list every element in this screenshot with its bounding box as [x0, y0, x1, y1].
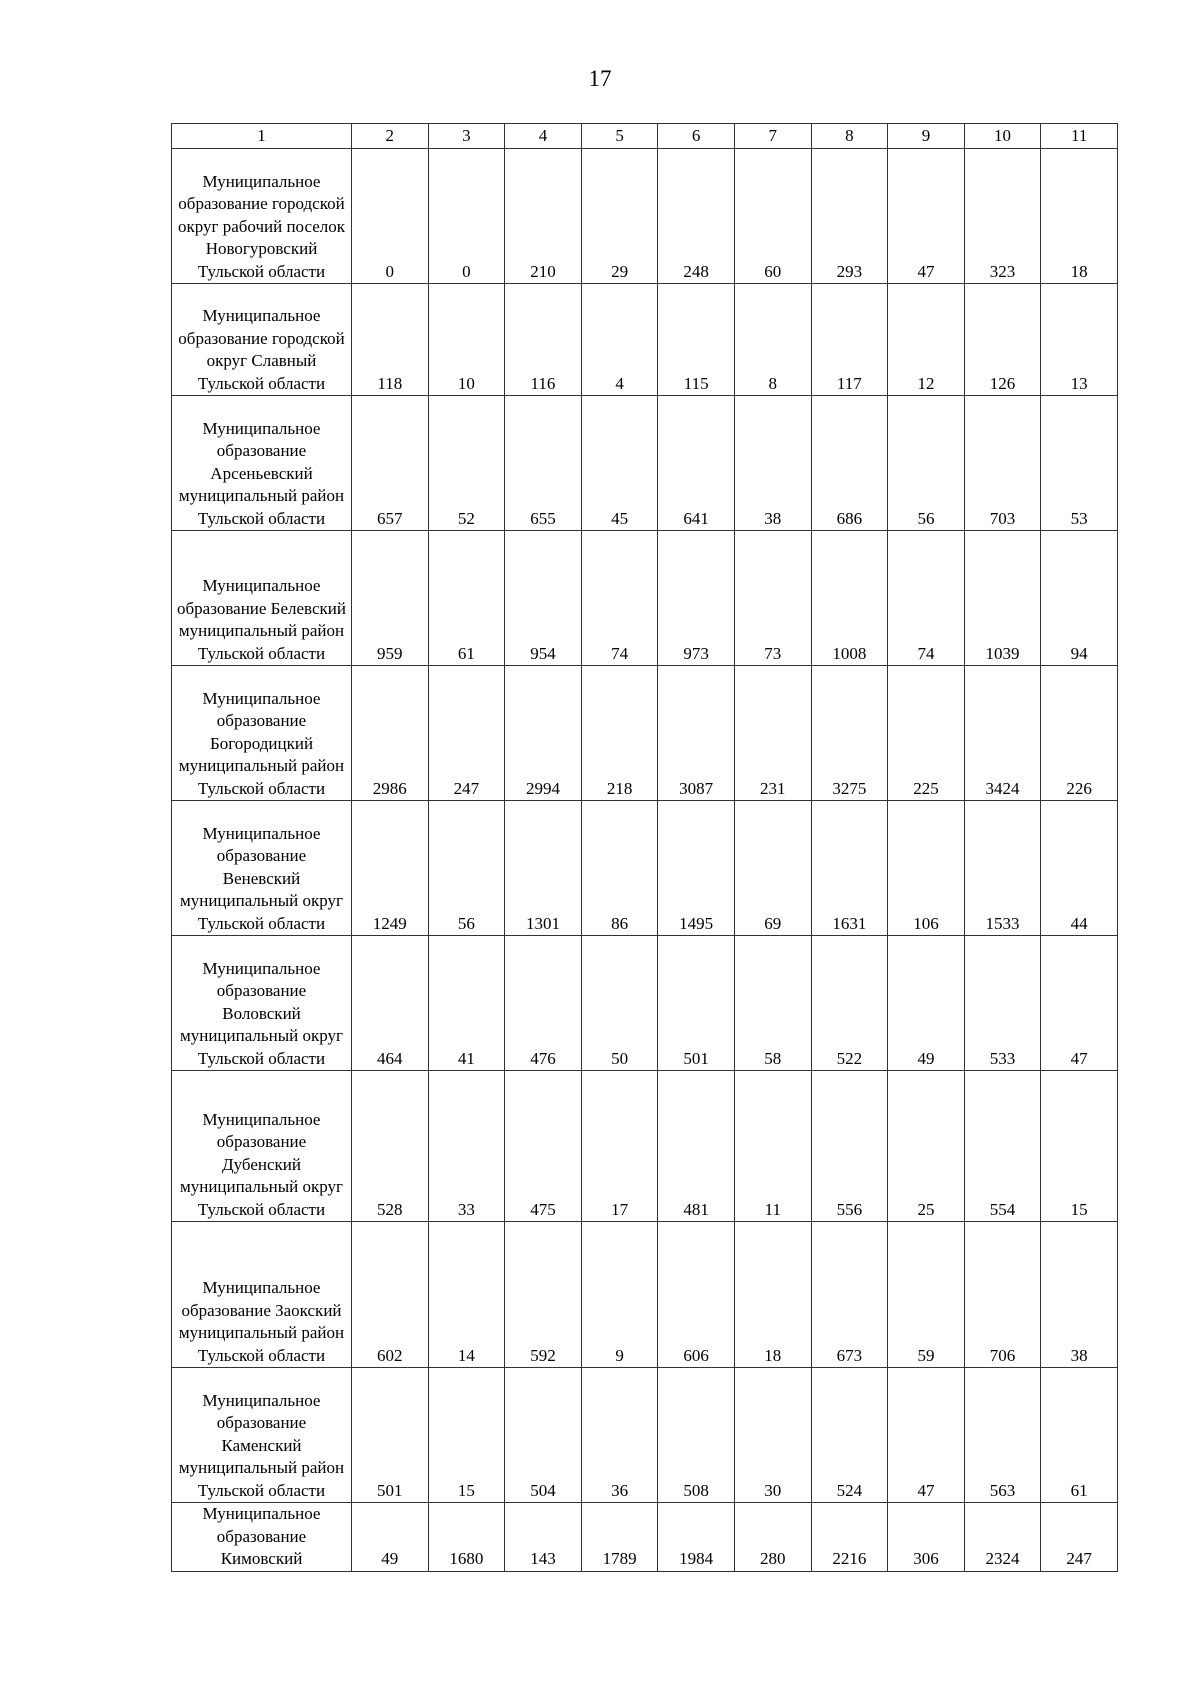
column-header: 8 — [811, 124, 888, 149]
value-cell: 12 — [888, 284, 965, 396]
value-cell: 17 — [581, 1071, 658, 1222]
value-cell: 2986 — [352, 666, 429, 801]
value-cell: 69 — [734, 801, 811, 936]
value-cell: 126 — [964, 284, 1041, 396]
value-cell: 50 — [581, 936, 658, 1071]
value-cell: 94 — [1041, 531, 1118, 666]
table-row — [172, 396, 1118, 531]
value-cell: 226 — [1041, 666, 1118, 801]
value-cell: 59 — [888, 1222, 965, 1368]
value-cell: 1301 — [505, 801, 582, 936]
municipality-name-cell: Муниципальное образование Арсеньевский муниципальный район Тульской области — [172, 396, 352, 531]
value-cell: 3275 — [811, 666, 888, 801]
value-cell: 655 — [505, 396, 582, 531]
value-cell: 673 — [811, 1222, 888, 1368]
municipality-name-cell: Муниципальное образование Белевский муниципальный район Тульской области — [172, 531, 352, 666]
municipality-name-cell: Муниципальное образование Заокский муниципальный район Тульской области — [172, 1222, 352, 1368]
column-header: 4 — [505, 124, 582, 149]
value-cell: 1495 — [658, 801, 735, 936]
value-cell: 247 — [428, 666, 505, 801]
value-cell: 11 — [734, 1071, 811, 1222]
value-cell: 508 — [658, 1368, 735, 1503]
value-cell: 74 — [888, 531, 965, 666]
value-cell: 3087 — [658, 666, 735, 801]
column-header: 1 — [172, 124, 352, 149]
table-row — [172, 1503, 1118, 1572]
municipality-name-cell: Муниципальное образование Воловский муниципальный округ Тульской области — [172, 936, 352, 1071]
value-cell: 1533 — [964, 801, 1041, 936]
value-cell: 33 — [428, 1071, 505, 1222]
value-cell: 41 — [428, 936, 505, 1071]
value-cell: 524 — [811, 1368, 888, 1503]
value-cell: 2994 — [505, 666, 582, 801]
value-cell: 0 — [352, 149, 429, 284]
column-header: 7 — [734, 124, 811, 149]
value-cell: 38 — [1041, 1222, 1118, 1368]
value-cell: 1984 — [658, 1503, 735, 1572]
value-cell: 44 — [1041, 801, 1118, 936]
value-cell: 56 — [888, 396, 965, 531]
value-cell: 476 — [505, 936, 582, 1071]
value-cell: 61 — [1041, 1368, 1118, 1503]
value-cell: 225 — [888, 666, 965, 801]
value-cell: 481 — [658, 1071, 735, 1222]
value-cell: 15 — [428, 1368, 505, 1503]
value-cell: 563 — [964, 1368, 1041, 1503]
table-row — [172, 1368, 1118, 1503]
value-cell: 501 — [658, 936, 735, 1071]
value-cell: 45 — [581, 396, 658, 531]
value-cell: 2324 — [964, 1503, 1041, 1572]
value-cell: 2216 — [811, 1503, 888, 1572]
column-header: 10 — [964, 124, 1041, 149]
municipality-name-cell: Муниципальное образование Каменский муниципальный район Тульской области — [172, 1368, 352, 1503]
table-row — [172, 149, 1118, 284]
value-cell: 533 — [964, 936, 1041, 1071]
value-cell: 18 — [734, 1222, 811, 1368]
value-cell: 703 — [964, 396, 1041, 531]
value-cell: 657 — [352, 396, 429, 531]
table-row — [172, 531, 1118, 666]
value-cell: 0 — [428, 149, 505, 284]
column-header: 3 — [428, 124, 505, 149]
value-cell: 116 — [505, 284, 582, 396]
municipality-name-cell: Муниципальное образование Богородицкий муниципальный район Тульской области — [172, 666, 352, 801]
table-row — [172, 1071, 1118, 1222]
value-cell: 218 — [581, 666, 658, 801]
value-cell: 522 — [811, 936, 888, 1071]
value-cell: 60 — [734, 149, 811, 284]
value-cell: 323 — [964, 149, 1041, 284]
value-cell: 280 — [734, 1503, 811, 1572]
value-cell: 686 — [811, 396, 888, 531]
value-cell: 248 — [658, 149, 735, 284]
value-cell: 528 — [352, 1071, 429, 1222]
value-cell: 30 — [734, 1368, 811, 1503]
value-cell: 10 — [428, 284, 505, 396]
value-cell: 18 — [1041, 149, 1118, 284]
table-row — [172, 284, 1118, 396]
table-row — [172, 666, 1118, 801]
value-cell: 118 — [352, 284, 429, 396]
value-cell: 3424 — [964, 666, 1041, 801]
value-cell: 556 — [811, 1071, 888, 1222]
value-cell: 14 — [428, 1222, 505, 1368]
value-cell: 464 — [352, 936, 429, 1071]
value-cell: 86 — [581, 801, 658, 936]
value-cell: 143 — [505, 1503, 582, 1572]
value-cell: 1249 — [352, 801, 429, 936]
municipality-name-cell: Муниципальное образование Веневский муниципальный округ Тульской области — [172, 801, 352, 936]
value-cell: 9 — [581, 1222, 658, 1368]
value-cell: 504 — [505, 1368, 582, 1503]
value-cell: 592 — [505, 1222, 582, 1368]
value-cell: 1039 — [964, 531, 1041, 666]
value-cell: 73 — [734, 531, 811, 666]
value-cell: 959 — [352, 531, 429, 666]
value-cell: 53 — [1041, 396, 1118, 531]
value-cell: 38 — [734, 396, 811, 531]
value-cell: 15 — [1041, 1071, 1118, 1222]
value-cell: 47 — [888, 1368, 965, 1503]
value-cell: 475 — [505, 1071, 582, 1222]
value-cell: 1631 — [811, 801, 888, 936]
value-cell: 29 — [581, 149, 658, 284]
value-cell: 602 — [352, 1222, 429, 1368]
value-cell: 52 — [428, 396, 505, 531]
value-cell: 36 — [581, 1368, 658, 1503]
value-cell: 58 — [734, 936, 811, 1071]
value-cell: 115 — [658, 284, 735, 396]
value-cell: 1008 — [811, 531, 888, 666]
value-cell: 49 — [352, 1503, 429, 1572]
column-header: 9 — [888, 124, 965, 149]
value-cell: 74 — [581, 531, 658, 666]
column-header: 5 — [581, 124, 658, 149]
value-cell: 13 — [1041, 284, 1118, 396]
municipality-name-cell: Муниципальное образование Дубенский муниципальный округ Тульской области — [172, 1071, 352, 1222]
table-row — [172, 801, 1118, 936]
municipality-name-cell: Муниципальное образование городской округ Славный Тульской области — [172, 284, 352, 396]
value-cell: 293 — [811, 149, 888, 284]
value-cell: 554 — [964, 1071, 1041, 1222]
value-cell: 56 — [428, 801, 505, 936]
page-number: 17 — [588, 66, 612, 91]
value-cell: 49 — [888, 936, 965, 1071]
column-header: 2 — [352, 124, 429, 149]
value-cell: 641 — [658, 396, 735, 531]
value-cell: 25 — [888, 1071, 965, 1222]
table-row — [172, 936, 1118, 1071]
value-cell: 8 — [734, 284, 811, 396]
value-cell: 106 — [888, 801, 965, 936]
value-cell: 61 — [428, 531, 505, 666]
value-cell: 4 — [581, 284, 658, 396]
column-header: 11 — [1041, 124, 1118, 149]
table-body — [172, 124, 1118, 1572]
value-cell: 954 — [505, 531, 582, 666]
table-row — [172, 1222, 1118, 1368]
municipality-name-cell: Муниципальное образование городской округ рабочий поселок Новогуровский Тульской области — [172, 149, 352, 284]
table-header-row — [172, 124, 1118, 149]
value-cell: 117 — [811, 284, 888, 396]
value-cell: 606 — [658, 1222, 735, 1368]
municipality-name-cell: Муниципальное образование Кимовский — [172, 1503, 352, 1572]
data-table — [171, 123, 1118, 1572]
value-cell: 231 — [734, 666, 811, 801]
value-cell: 47 — [1041, 936, 1118, 1071]
value-cell: 306 — [888, 1503, 965, 1572]
value-cell: 247 — [1041, 1503, 1118, 1572]
value-cell: 706 — [964, 1222, 1041, 1368]
value-cell: 1789 — [581, 1503, 658, 1572]
value-cell: 1680 — [428, 1503, 505, 1572]
column-header: 6 — [658, 124, 735, 149]
value-cell: 47 — [888, 149, 965, 284]
value-cell: 501 — [352, 1368, 429, 1503]
value-cell: 210 — [505, 149, 582, 284]
value-cell: 973 — [658, 531, 735, 666]
